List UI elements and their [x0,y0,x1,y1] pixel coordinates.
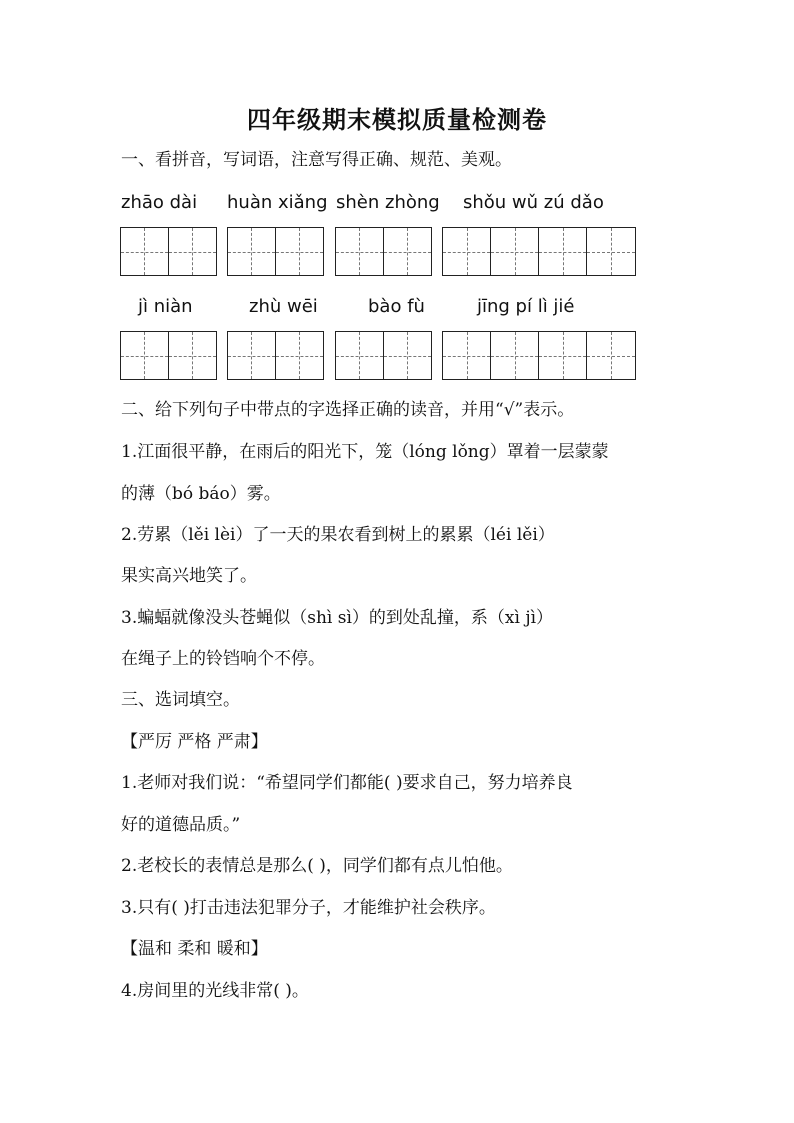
writing-grid-2[interactable] [335,227,432,276]
pinyin-label: huàn xiǎng [227,192,328,213]
pinyin-label: jīng pí lì jié [477,296,575,317]
writing-grid-4[interactable] [442,331,636,380]
section3-heading: 三、选词填空。 [121,690,240,710]
page-title: 四年级期末模拟质量检测卷 [247,105,547,134]
question-line: 果实高兴地笑了。 [121,566,257,586]
pinyin-label: bào fù [368,296,425,317]
question-line: 4.房间里的光线非常( )。 [121,981,309,1001]
question-line: 2.劳累（lěi lèi）了一天的果农看到树上的累累（léi lěi） [121,525,555,545]
question-line: 在绳子上的铃铛响个不停。 [121,649,325,669]
question-line: 好的道德品质。” [121,815,241,835]
question-line: 3.蝙蝠就像没头苍蝇似（shì sì）的到处乱撞，系（xì jì） [121,608,554,628]
writing-grid-4[interactable] [442,227,636,276]
writing-grid-2[interactable] [120,331,217,380]
word-choice-group: 【温和 柔和 暖和】 [121,939,268,959]
section2-heading: 二、给下列句子中带点的字选择正确的读音，并用“√”表示。 [121,400,575,420]
writing-grid-2[interactable] [335,331,432,380]
writing-grid-2[interactable] [227,227,324,276]
question-line: 的薄（bó báo）雾。 [121,484,281,504]
pinyin-label: zhāo dài [121,192,198,213]
question-line: 3.只有( )打击违法犯罪分子，才能维护社会秩序。 [121,898,496,918]
pinyin-label: shèn zhòng [336,192,440,213]
writing-grid-2[interactable] [120,227,217,276]
pinyin-label: shǒu wǔ zú dǎo [463,192,604,213]
question-line: 1.江面很平静，在雨后的阳光下，笼（lóng lǒng）罩着一层蒙蒙 [121,442,609,462]
writing-grid-2[interactable] [227,331,324,380]
pinyin-label: zhù wēi [249,296,318,317]
question-line: 2.老校长的表情总是那么( )，同学们都有点儿怕他。 [121,856,513,876]
section1-heading: 一、看拼音，写词语，注意写得正确、规范、美观。 [121,150,512,170]
pinyin-label: jì niàn [138,296,193,317]
word-choice-group: 【严厉 严格 严肃】 [121,732,268,752]
question-line: 1.老师对我们说：“希望同学们都能( )要求自己，努力培养良 [121,773,573,793]
